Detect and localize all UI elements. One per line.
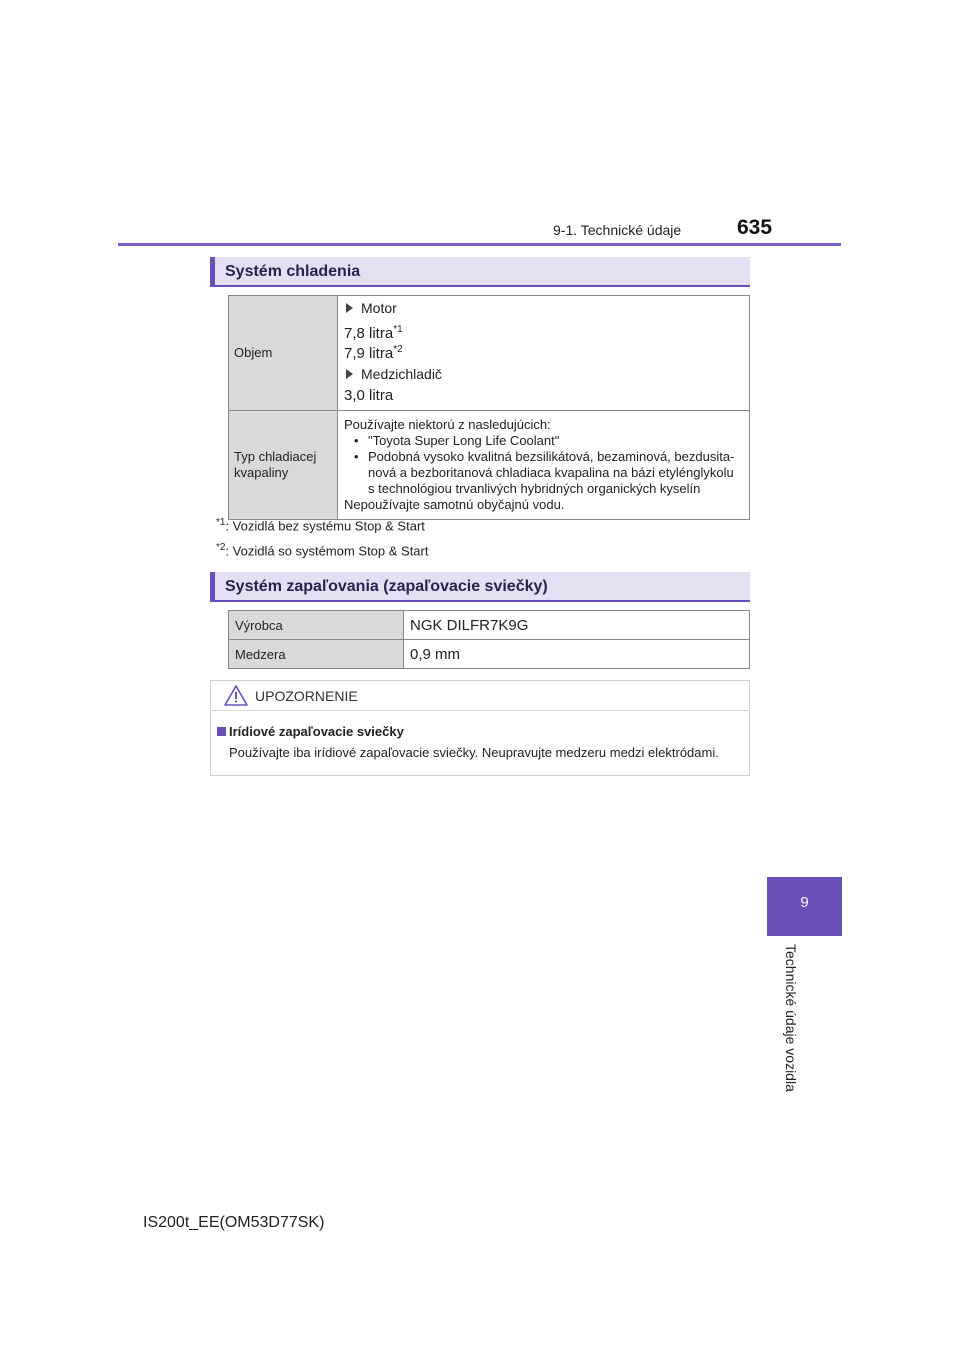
coolant-list: [344, 433, 743, 497]
header-divider: [118, 243, 841, 246]
ignition-section-title: Systém zapaľovania (zapaľovacie sviečky): [225, 578, 548, 595]
intercooler-label: Medzichladič: [361, 366, 442, 382]
page-number: 635: [737, 216, 773, 239]
gap-value: 0,9 mm: [404, 640, 750, 669]
table-row: [229, 296, 750, 411]
maker-value: NGK DILFR7K9G: [404, 611, 750, 640]
footnote-2: [216, 542, 428, 558]
list-item: • Podobná vysoko kvalitná bezsilikátová, bezaminová, bezdusita-nová a bezboritanová chladiaca kvapalina na bázi etylénglykolu s technológiou trvanlivých hybridných organických kyselín: [352, 449, 743, 497]
warning-icon: [224, 685, 248, 706]
coolant-type-value: [338, 411, 750, 520]
volume-label: Objem: [229, 296, 338, 411]
warning-box: [210, 680, 750, 776]
ignition-section-header: [210, 572, 750, 602]
footnote-mark: *1: [216, 517, 226, 528]
motor-volume-1: 7,8 litra: [344, 325, 394, 342]
table-row: [229, 640, 750, 669]
table-row: [229, 611, 750, 640]
arrow-right-icon: [346, 303, 353, 313]
bullet-square-icon: [217, 727, 226, 736]
chapter-number: 9: [800, 894, 809, 911]
footnote-1: [216, 517, 425, 533]
ignition-spec-table: [228, 610, 750, 669]
list-item: • "Toyota Super Long Life Coolant": [352, 433, 743, 449]
cooling-spec-table: [228, 295, 750, 520]
warning-title: UPOZORNENIE: [255, 688, 358, 704]
footnote-text: : Vozidlá bez systému Stop & Start: [225, 518, 425, 534]
chapter-label: Technické údaje vozidla: [783, 944, 799, 1092]
warning-text: Používajte iba irídiové zapaľovacie sviečky. Neupravujte medzeru medzi elektródami.: [229, 745, 719, 760]
intercooler-volume: 3,0 litra: [344, 387, 394, 404]
footnote-text: : Vozidlá so systémom Stop & Start: [225, 543, 429, 559]
warning-subtitle: Irídiové zapaľovacie sviečky: [229, 724, 404, 739]
warning-header: [211, 681, 749, 711]
gap-label: Medzera: [229, 640, 404, 669]
coolant-intro: Používajte niektorú z nasledujúcich:: [344, 417, 551, 432]
footnote-mark: *2: [216, 542, 226, 553]
footnote-ref: *2: [393, 344, 403, 355]
motor-label: Motor: [361, 300, 397, 316]
volume-value: [338, 296, 750, 411]
maker-label: Výrobca: [229, 611, 404, 640]
section-title: 9-1. Technické údaje: [553, 222, 682, 238]
footnote-ref: *1: [393, 324, 403, 335]
motor-volume-2: 7,9 litra: [344, 345, 394, 362]
cooling-section-title: Systém chladenia: [225, 263, 361, 280]
coolant-note: Nepoužívajte samotnú obyčajnú vodu.: [344, 497, 565, 512]
document-code: IS200t_EE(OM53D77SK): [143, 1214, 325, 1231]
cooling-section-header: [210, 257, 750, 287]
coolant-type-label: Typ chladiacej kvapaliny: [229, 411, 338, 520]
arrow-right-icon: [346, 369, 353, 379]
table-row: [229, 411, 750, 520]
